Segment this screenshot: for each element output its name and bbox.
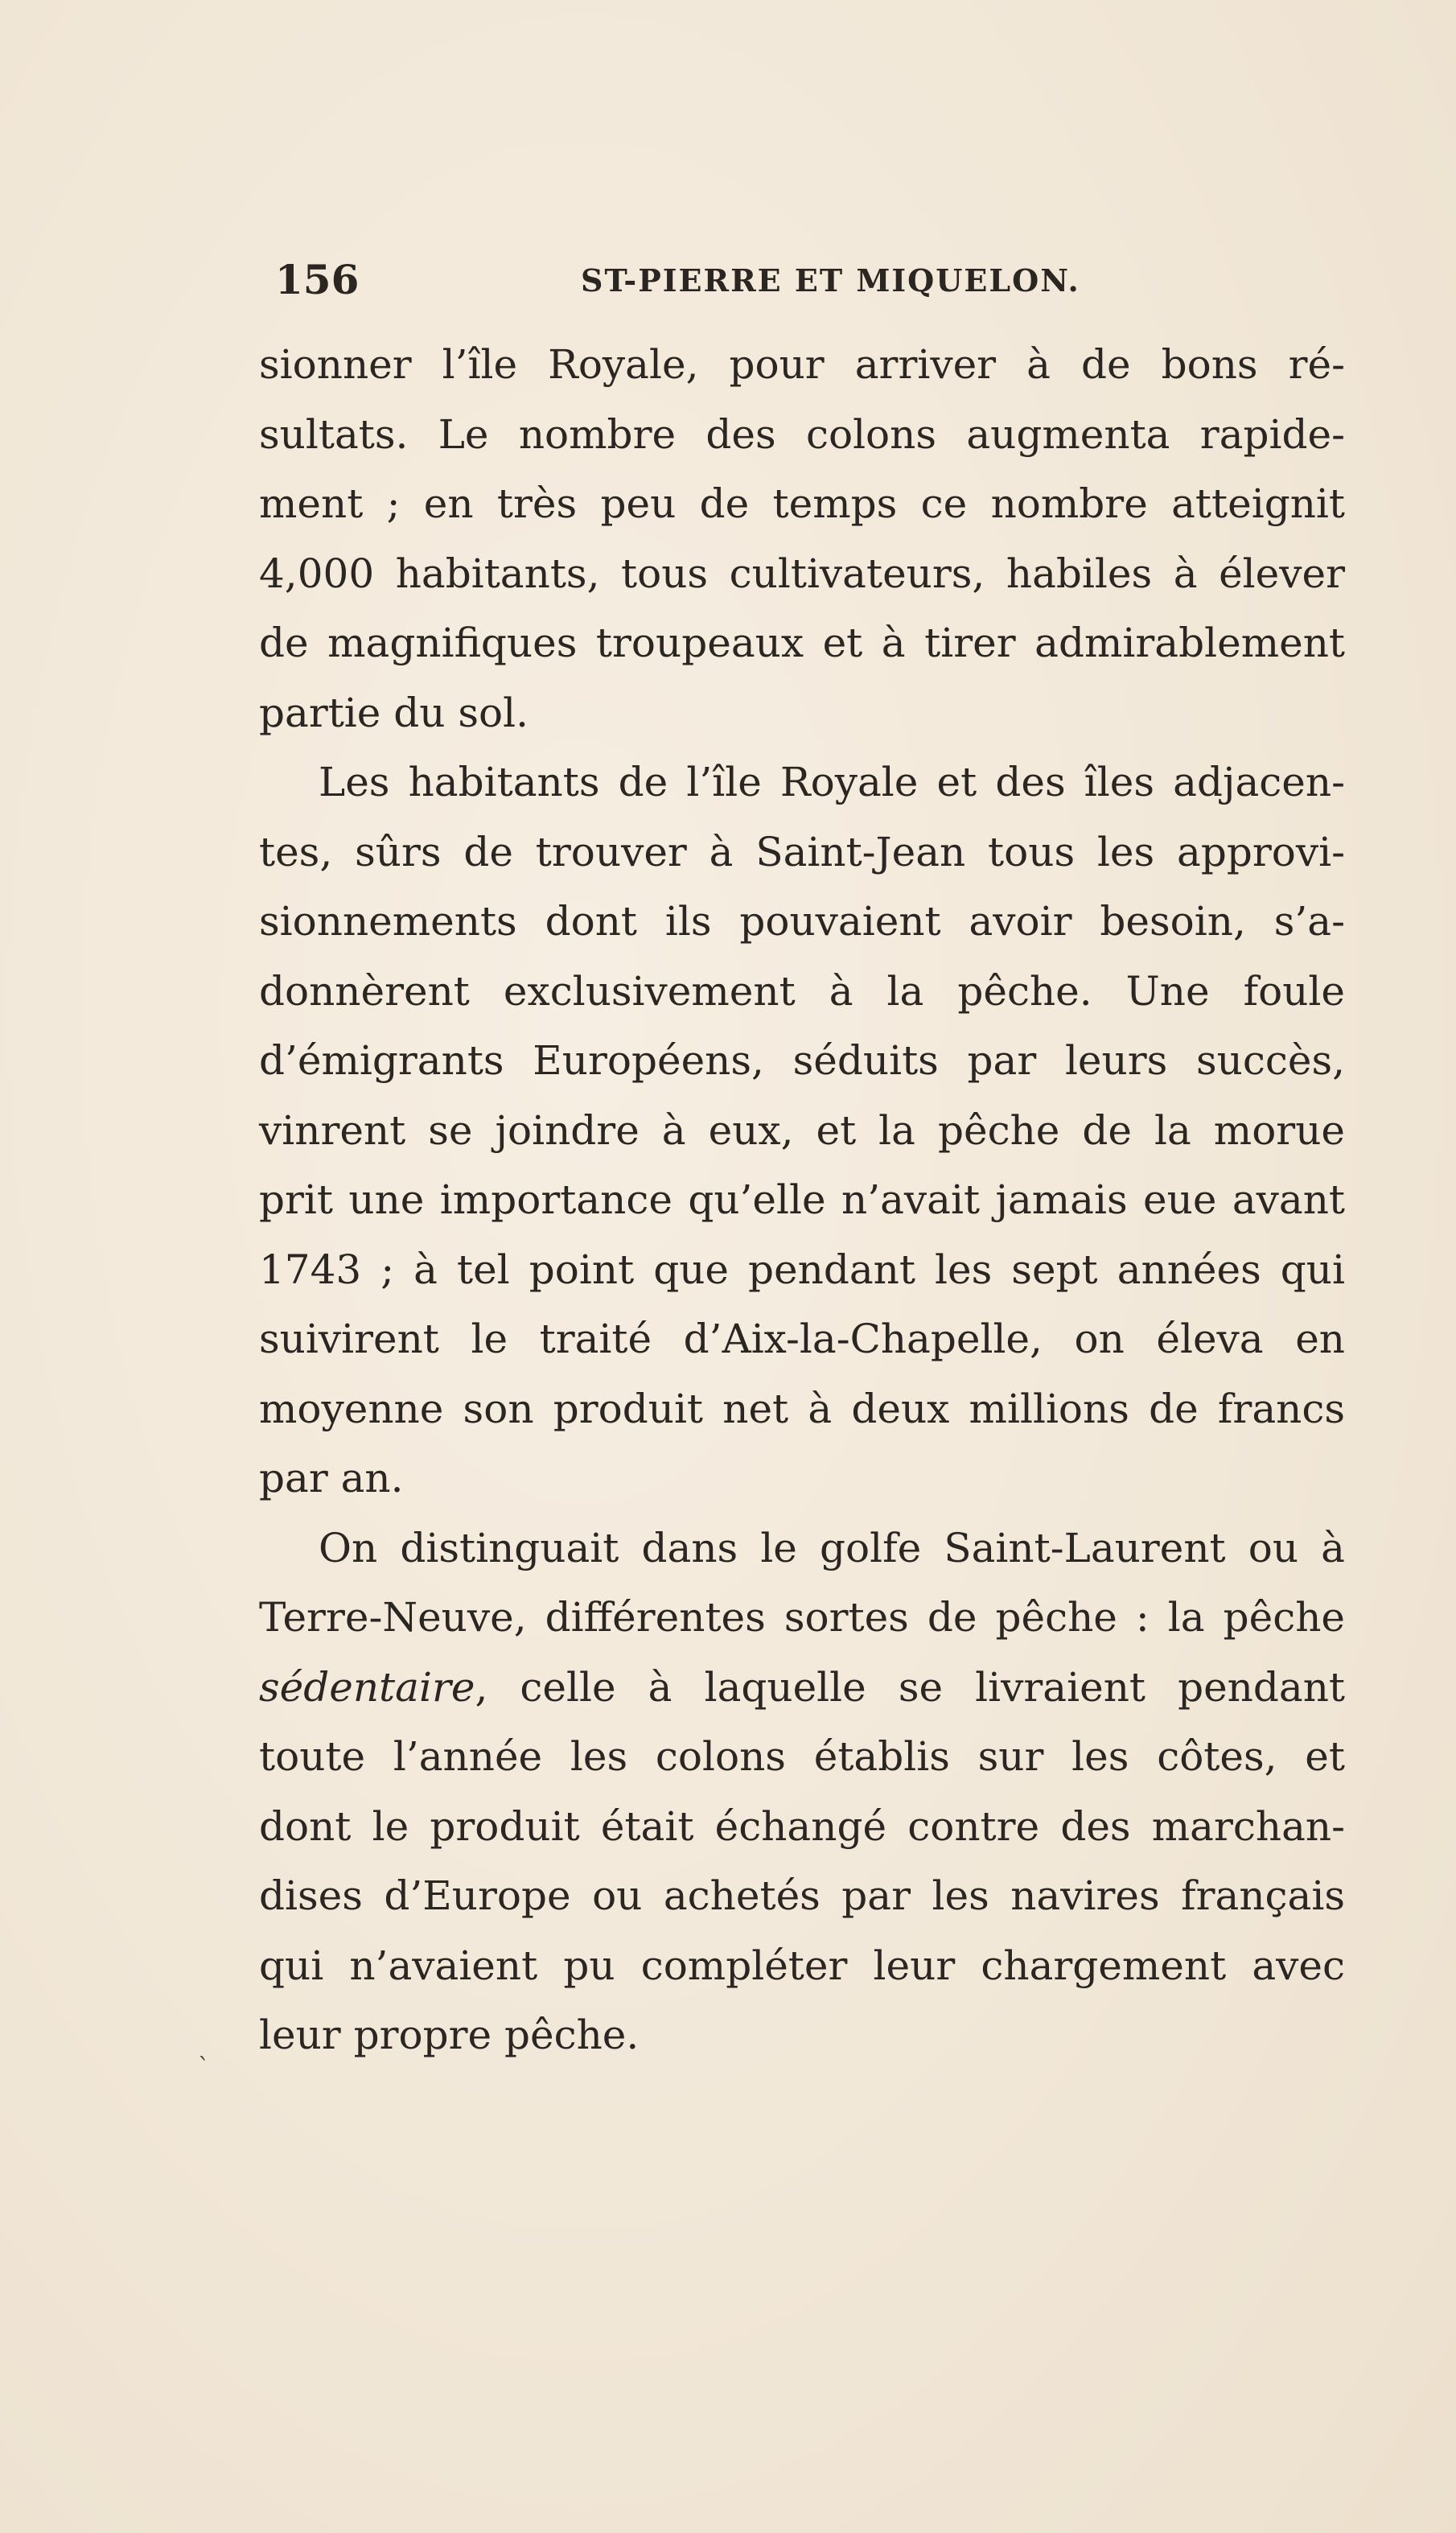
- text-line: dont le produit était échangé contre des marchan-: [259, 1802, 1345, 1850]
- text-line: tes, sûrs de trouver à Saint-Jean tous les approvi-: [259, 828, 1345, 875]
- text-line: sionnements dont ils pouvaient avoir besoin, s’a-: [259, 898, 1345, 945]
- paragraph: [259, 748, 1345, 1514]
- italic-term: sédentaire: [259, 1663, 475, 1711]
- text-line: sultats. Le nombre des colons augmenta rapide-: [259, 410, 1345, 458]
- body-text: [259, 330, 1345, 2070]
- text-line: moyenne son produit net à deux millions de francs: [259, 1385, 1345, 1432]
- page-header: [275, 256, 1353, 304]
- text-line: dises d’Europe ou achetés par les navires français: [259, 1872, 1345, 1919]
- text-line: Les habitants de l’île Royale et des îles adjacen-: [319, 759, 1345, 805]
- text-line: suivirent le traité d’Aix-la-Chapelle, on éleva en: [259, 1316, 1345, 1362]
- text-line: [259, 1653, 1345, 1723]
- text-line: donnèrent exclusivement à la pêche. Une foule: [259, 967, 1345, 1015]
- text-line: qui n’avaient pu compléter leur chargement avec: [259, 1942, 1345, 1989]
- page-number: 156: [275, 256, 360, 303]
- margin-mark: ˋ: [198, 2053, 210, 2082]
- running-title: ST-PIERRE ET MIQUELON.: [581, 262, 1080, 299]
- text-line: Terre-Neuve, différentes sortes de pêche : la pêche: [259, 1594, 1345, 1641]
- text-line: toute l’année les colons établis sur les côtes, et: [259, 1733, 1345, 1780]
- text-line: vinrent se joindre à eux, et la pêche de la morue: [259, 1106, 1345, 1154]
- text-line: sionner l’île Royale, pour arriver à de bons ré-: [259, 341, 1345, 388]
- text-line: 1743 ; à tel point que pendant les sept années qui: [259, 1246, 1345, 1293]
- line-continuation: , celle à laquelle se livraient pendant: [475, 1663, 1345, 1711]
- text-line: leur propre pêche.: [259, 2012, 640, 2058]
- text-line: par an.: [259, 1455, 404, 1501]
- text-line: 4,000 habitants, tous cultivateurs, habiles à élever: [259, 550, 1345, 597]
- text-line: partie du sol.: [259, 689, 529, 736]
- paragraph: [259, 330, 1345, 748]
- text-line: d’émigrants Européens, séduits par leurs succès,: [259, 1037, 1345, 1084]
- text-line: de magnifiques troupeaux et à tirer admirablement: [259, 620, 1345, 666]
- text-line: ment ; en très peu de temps ce nombre atteignit: [259, 480, 1345, 527]
- text-line: On distinguait dans le golfe Saint-Laurent ou à: [319, 1524, 1345, 1571]
- text-line: prit une importance qu’elle n’avait jamais eue avant: [259, 1176, 1345, 1223]
- paragraph: [259, 1514, 1345, 2070]
